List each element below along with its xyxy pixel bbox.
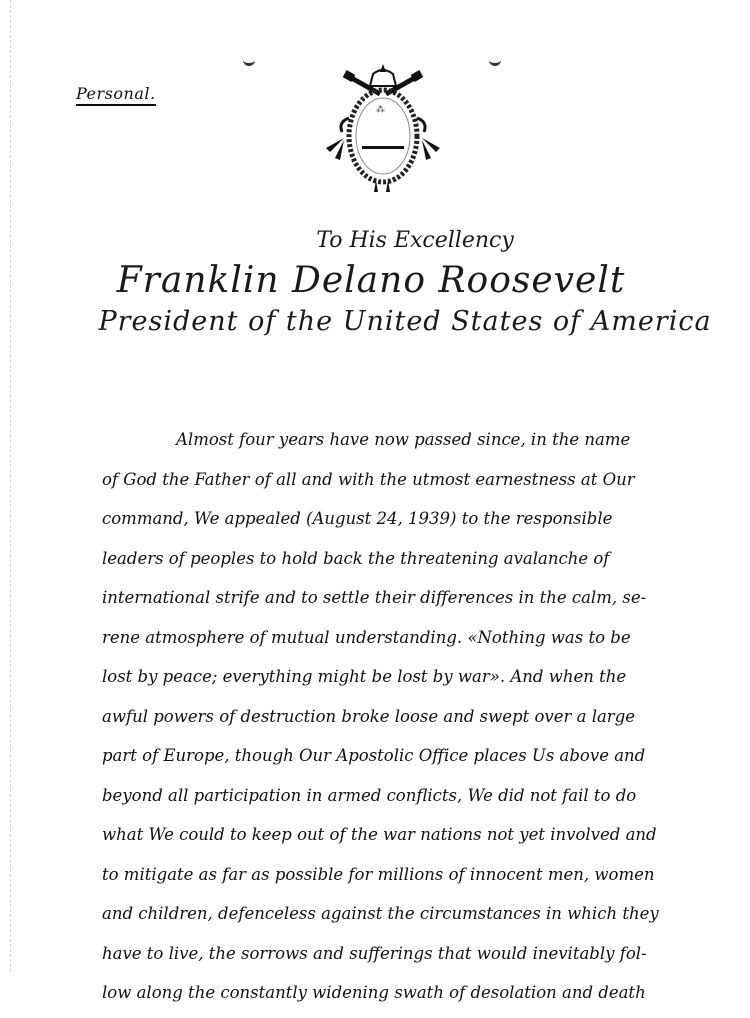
body-line: Almost four years have now passed since, in the name <box>176 430 631 449</box>
address-recipient-title: President of the United States of America <box>98 306 712 337</box>
body-line: leaders of peoples to hold back the threatening avalanche of <box>102 548 610 568</box>
scan-edge-line <box>10 0 11 972</box>
address-salutation: To His Excellency <box>316 228 514 253</box>
body-line: international strife and to settle their differences in the calm, se- <box>102 588 647 607</box>
svg-text:⁂: ⁂ <box>376 105 385 115</box>
personal-marking: Personal. <box>76 84 156 106</box>
body-line: what We could to keep out of the war nations not yet involved and <box>102 825 657 844</box>
body-line: awful powers of destruction broke loose and swept over a large <box>102 706 636 726</box>
body-line: beyond all participation in armed conflicts, We did not fail to do <box>102 785 637 805</box>
papal-crest-icon <box>318 60 448 196</box>
body-line: lost by peace; everything might be lost by war». And when the <box>102 667 627 686</box>
address-recipient-name: Franklin Delano Roosevelt <box>116 260 626 301</box>
body-line: and children, defenceless against the circumstances in which they <box>102 904 659 923</box>
scan-mark <box>243 58 255 66</box>
scan-mark <box>489 58 501 66</box>
body-line: part of Europe, though Our Apostolic Office places Us above and <box>102 746 646 765</box>
body-line: low along the constantly widening swath of desolation and death <box>102 983 646 1002</box>
body-line: have to live, the sorrows and sufferings that would inevitably fol- <box>102 943 647 963</box>
body-line: to mitigate as far as possible for millions of innocent men, women <box>102 864 655 884</box>
body-line: rene atmosphere of mutual understanding. «Nothing was to be <box>102 627 631 647</box>
letter-body <box>102 425 682 1018</box>
body-line: command, We appealed (August 24, 1939) to the responsible <box>102 509 613 528</box>
body-line: of God the Father of all and with the utmost earnestness at Our <box>102 469 635 489</box>
